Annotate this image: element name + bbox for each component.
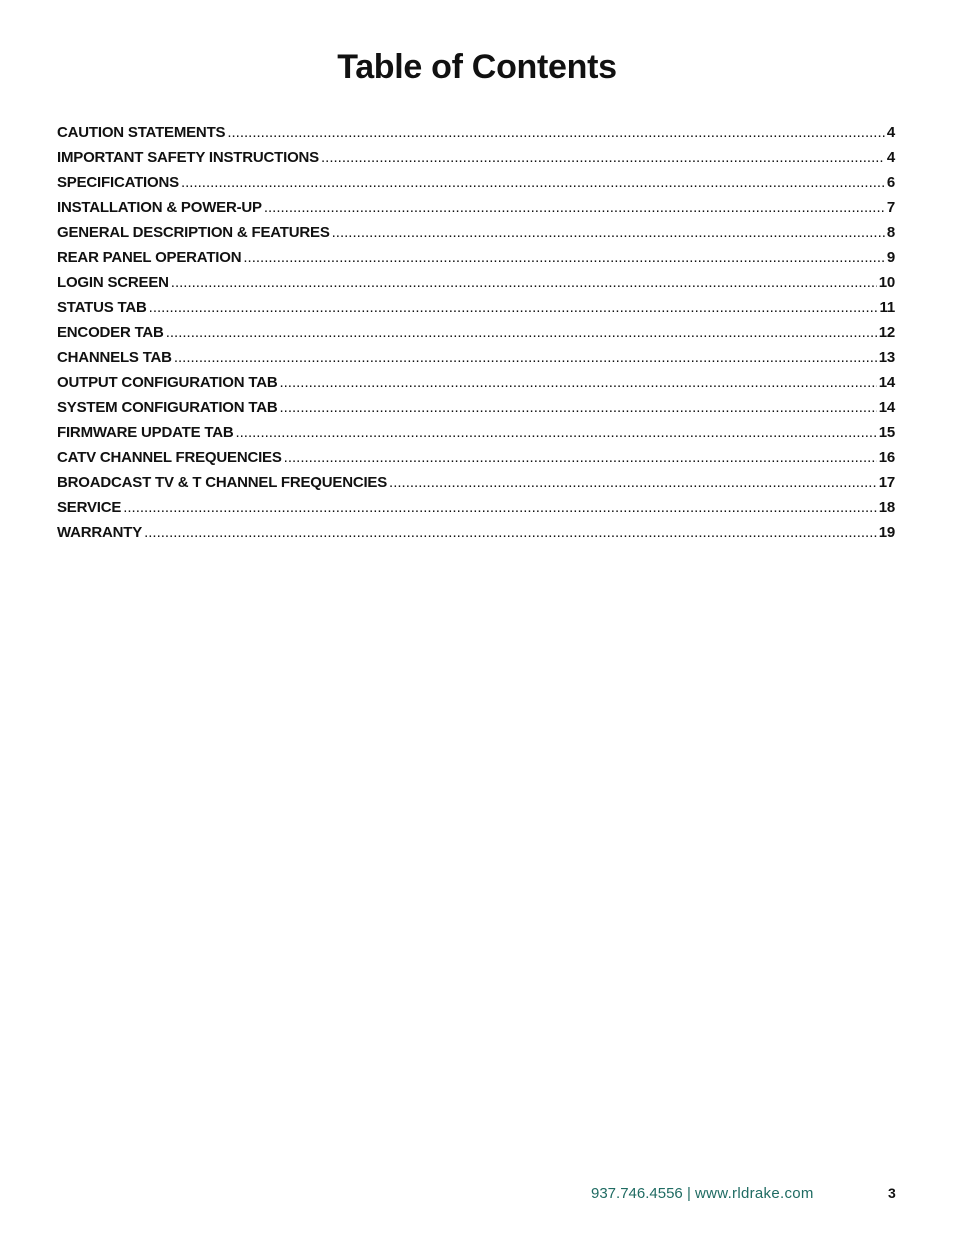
toc-entry-page: 17 [878, 474, 895, 491]
toc-entry-page: 11 [879, 299, 895, 316]
toc-entry-general-description-features[interactable] [57, 220, 895, 245]
toc-entry-system-configuration-tab[interactable] [57, 395, 895, 420]
toc-dot-leader [235, 420, 876, 445]
toc-entry-service[interactable] [57, 495, 895, 520]
toc-entry-page: 16 [878, 449, 895, 466]
footer-contact [591, 1185, 814, 1202]
toc-entry-title: SERVICE [57, 499, 122, 516]
toc-entry-title: CATV CHANNEL FREQUENCIES [57, 449, 282, 466]
toc-dot-leader [166, 320, 877, 345]
toc-entry-installation-power-up[interactable] [57, 195, 895, 220]
toc-entry-title: GENERAL DESCRIPTION & FEATURES [57, 224, 330, 241]
toc-entry-output-configuration-tab[interactable] [57, 370, 895, 395]
toc-entry-title: SYSTEM CONFIGURATION TAB [57, 399, 278, 416]
toc-dot-leader [174, 345, 877, 370]
toc-entry-page: 10 [878, 274, 895, 291]
toc-dot-leader [171, 270, 877, 295]
toc-dot-leader [264, 195, 885, 220]
toc-entry-title: CHANNELS TAB [57, 349, 172, 366]
toc-dot-leader [181, 170, 885, 195]
toc-entry-important-safety-instructions[interactable] [57, 145, 895, 170]
table-of-contents [57, 120, 895, 545]
toc-entry-status-tab[interactable] [57, 295, 895, 320]
toc-entry-page: 4 [886, 149, 895, 166]
toc-entry-page: 14 [878, 399, 895, 416]
toc-entry-broadcast-tv-channel-frequencies[interactable] [57, 470, 895, 495]
toc-entry-page: 14 [878, 374, 895, 391]
toc-entry-page: 7 [886, 199, 895, 216]
toc-entry-page: 18 [878, 499, 895, 516]
toc-entry-page: 9 [886, 249, 895, 266]
toc-entry-page: 4 [886, 124, 895, 141]
toc-entry-page: 6 [886, 174, 895, 191]
toc-entry-page: 13 [878, 349, 895, 366]
toc-entry-rear-panel-operation[interactable] [57, 245, 895, 270]
page-number: 3 [888, 1185, 896, 1201]
toc-dot-leader [123, 495, 877, 520]
page-title: Table of Contents [337, 48, 617, 86]
toc-dot-leader [284, 445, 877, 470]
toc-entry-title: REAR PANEL OPERATION [57, 249, 242, 266]
toc-entry-title: IMPORTANT SAFETY INSTRUCTIONS [57, 149, 319, 166]
toc-entry-page: 12 [878, 324, 895, 341]
toc-entry-specifications[interactable] [57, 170, 895, 195]
footer-separator: | [686, 1185, 691, 1202]
toc-entry-title: WARRANTY [57, 524, 143, 541]
toc-dot-leader [321, 145, 885, 170]
toc-dot-leader [144, 520, 877, 545]
toc-entry-caution-statements[interactable] [57, 120, 895, 145]
toc-dot-leader [279, 370, 876, 395]
toc-entry-warranty[interactable] [57, 520, 895, 545]
toc-entry-title: FIRMWARE UPDATE TAB [57, 424, 234, 441]
toc-dot-leader [227, 120, 885, 145]
toc-entry-firmware-update-tab[interactable] [57, 420, 895, 445]
toc-entry-channels-tab[interactable] [57, 345, 895, 370]
toc-dot-leader [243, 245, 884, 270]
toc-entry-login-screen[interactable] [57, 270, 895, 295]
toc-entry-title: BROADCAST TV & T CHANNEL FREQUENCIES [57, 474, 388, 491]
toc-entry-title: INSTALLATION & POWER-UP [57, 199, 262, 216]
toc-entry-title: OUTPUT CONFIGURATION TAB [57, 374, 278, 391]
toc-dot-leader [149, 295, 878, 320]
toc-entry-catv-channel-frequencies[interactable] [57, 445, 895, 470]
toc-entry-page: 15 [878, 424, 895, 441]
toc-entry-title: CAUTION STATEMENTS [57, 124, 226, 141]
toc-dot-leader [332, 220, 885, 245]
footer-website-link[interactable]: www.rldrake.com [695, 1185, 814, 1202]
toc-entry-title: STATUS TAB [57, 299, 147, 316]
toc-entry-page: 19 [878, 524, 895, 541]
toc-entry-title: SPECIFICATIONS [57, 174, 179, 191]
toc-dot-leader [279, 395, 876, 420]
toc-entry-page: 8 [886, 224, 895, 241]
toc-dot-leader [389, 470, 877, 495]
toc-entry-title: LOGIN SCREEN [57, 274, 169, 291]
footer-phone: 937.746.4556 [591, 1185, 683, 1202]
toc-entry-title: ENCODER TAB [57, 324, 164, 341]
toc-entry-encoder-tab[interactable] [57, 320, 895, 345]
